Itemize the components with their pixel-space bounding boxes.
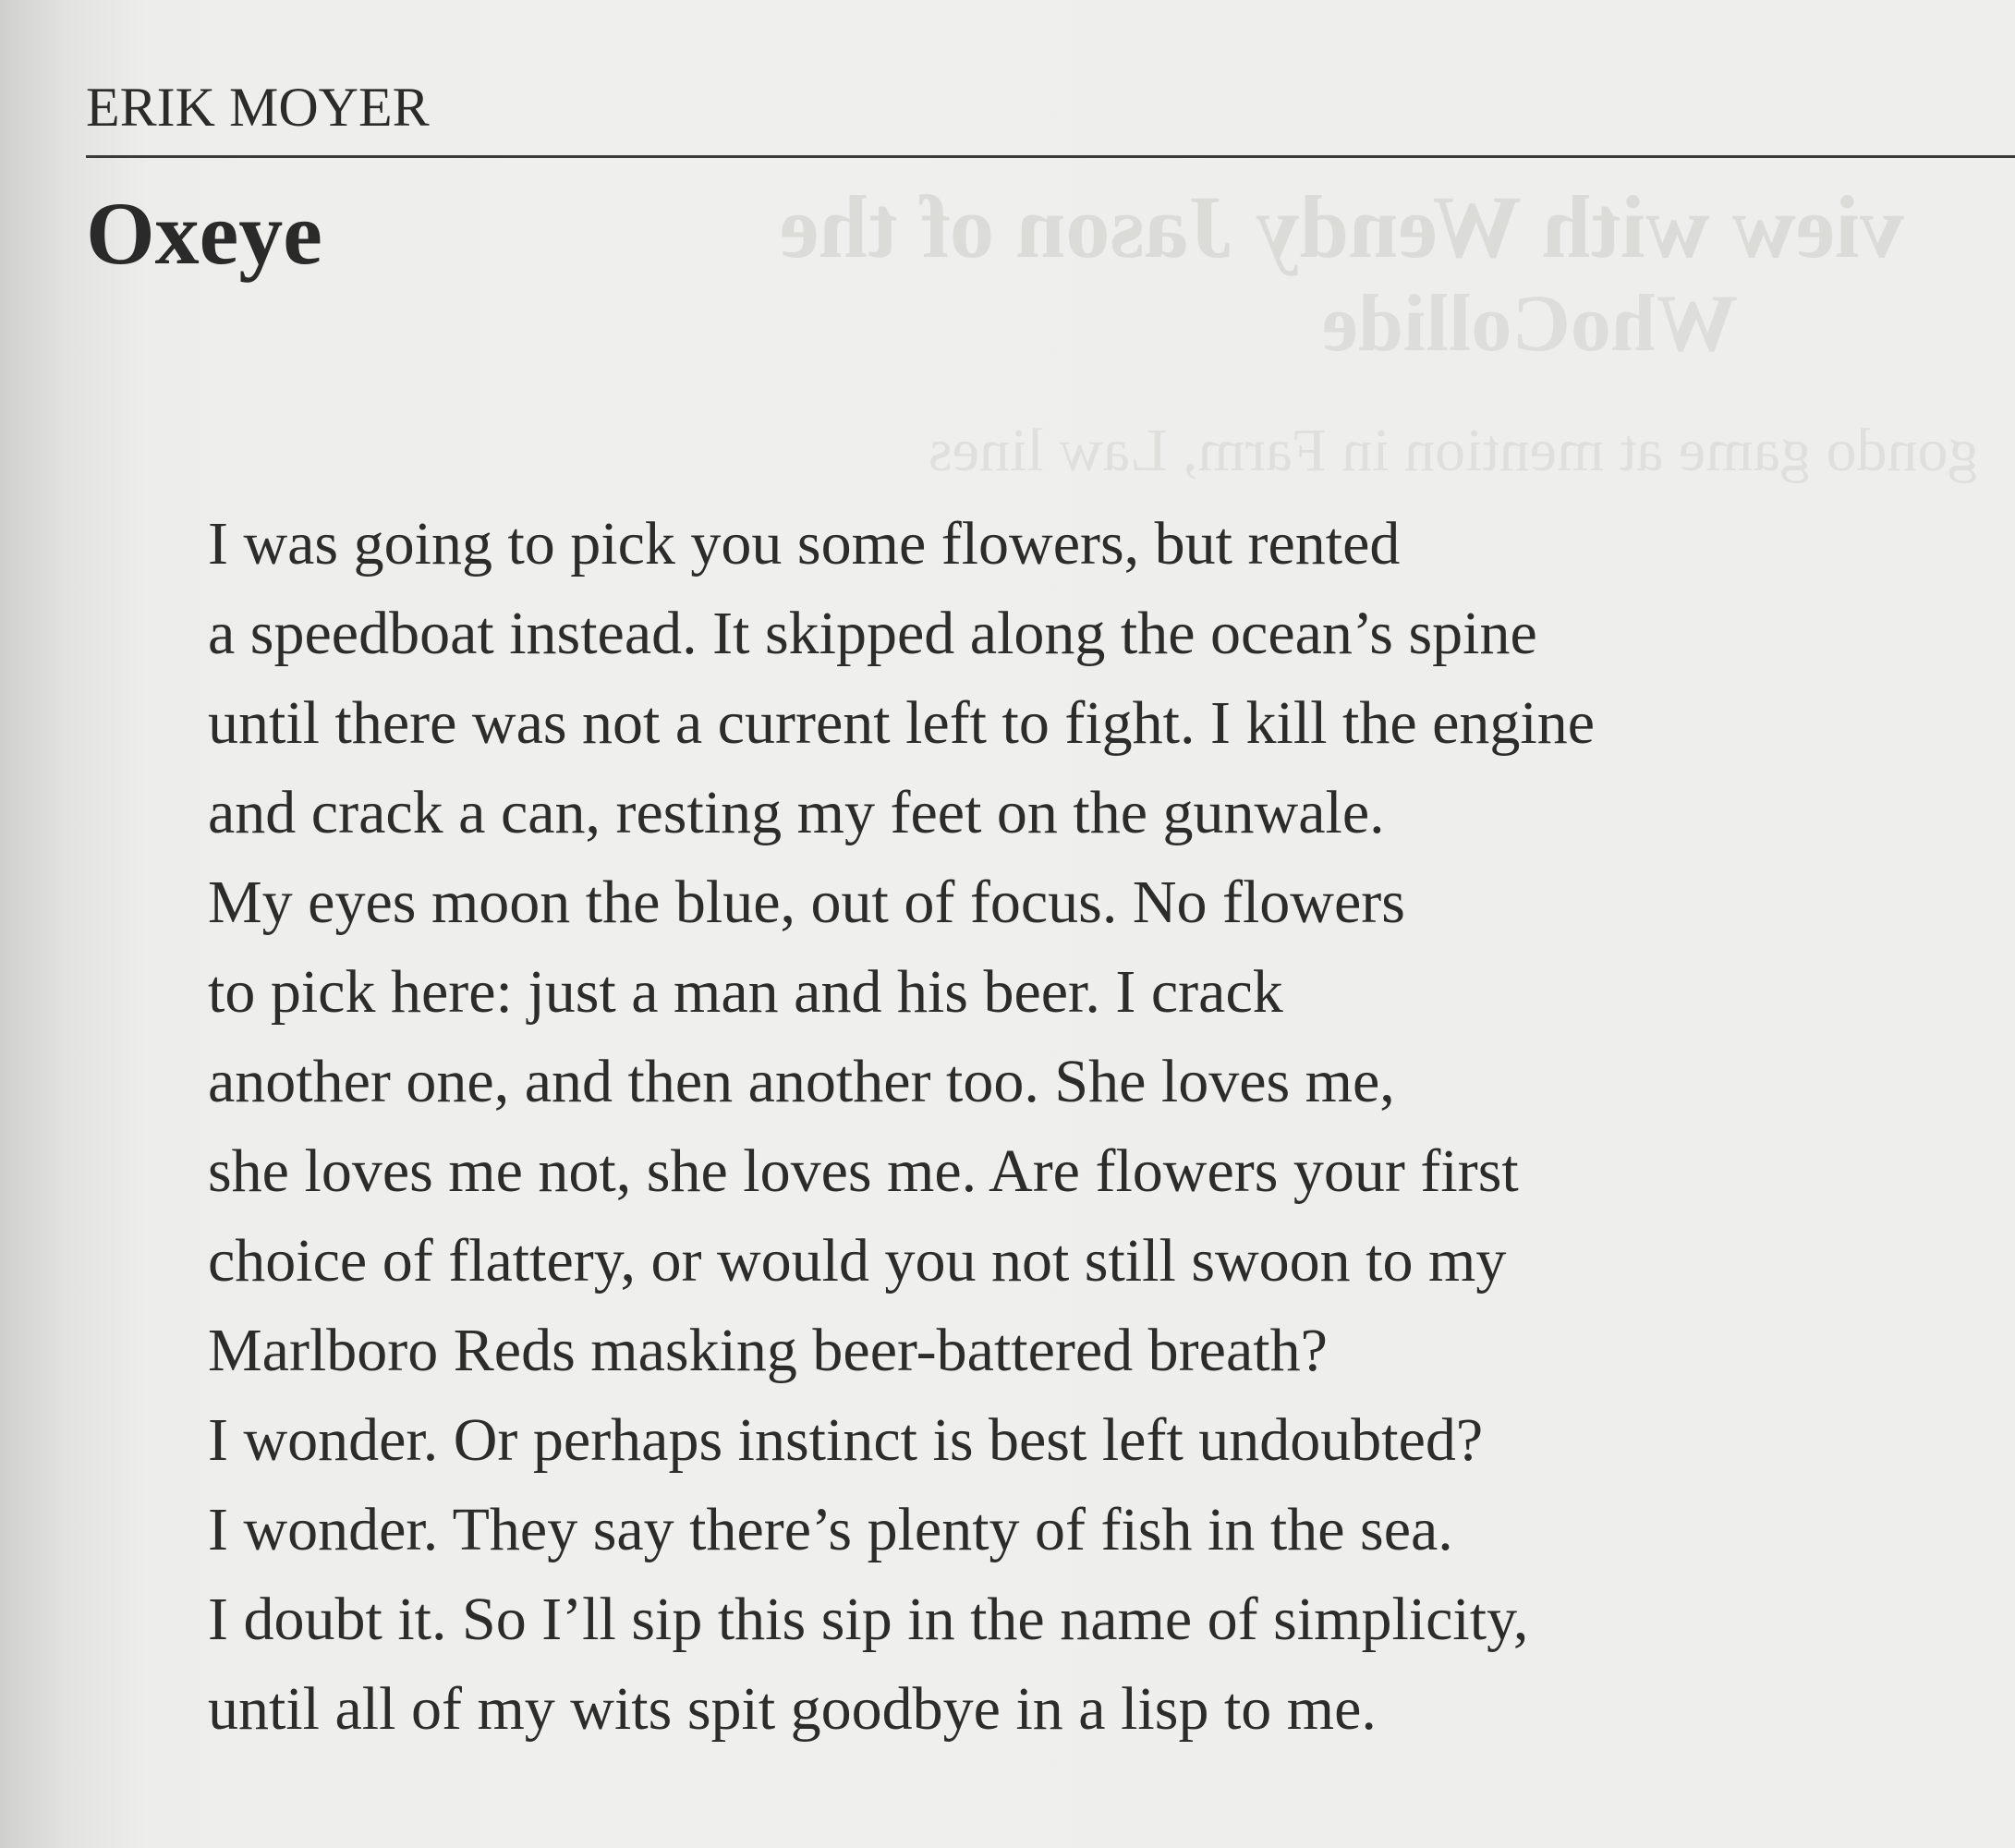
poem-line: I was going to pick you some flowers, but rented (208, 510, 1401, 578)
author-running-header: ERIK MOYER (86, 77, 430, 138)
poem-body (208, 499, 1595, 1754)
poem-line: I doubt it. So I’ll sip this sip in the name of simplicity, (208, 1586, 1529, 1653)
poem-line: I wonder. Or perhaps instinct is best left undoubted? (208, 1406, 1484, 1474)
poem-line: until all of my wits spit goodbye in a lisp to me. (208, 1675, 1377, 1743)
poem-line: I wonder. They say there’s plenty of fish in the sea. (208, 1496, 1453, 1563)
show-through-text: WhoCollide (1322, 279, 1738, 369)
poem-line: My eyes moon the blue, out of focus. No flowers (208, 869, 1405, 936)
show-through-text: view with Wendy Jason of the (779, 177, 1904, 276)
poem-line: choice of flattery, or would you not still swoon to my (208, 1227, 1507, 1295)
header-rule-divider (86, 155, 2015, 158)
poem-line: she loves me not, she loves me. Are flowers your first (208, 1137, 1519, 1205)
poem-line: to pick here: just a man and his beer. I crack (208, 958, 1283, 1026)
poem-line: and crack a can, resting my feet on the gunwale. (208, 779, 1385, 846)
poem-line: until there was not a current left to fight. I kill the engine (208, 689, 1596, 757)
poem-title: Oxeye (86, 184, 322, 283)
show-through-text: gondo game at mention in Farm, Law lines (928, 417, 1978, 484)
poem-line: Marlboro Reds masking beer-battered breath? (208, 1317, 1328, 1384)
poem-line: a speedboat instead. It skipped along the ocean’s spine (208, 600, 1537, 667)
poem-line: another one, and then another too. She loves me, (208, 1048, 1395, 1115)
